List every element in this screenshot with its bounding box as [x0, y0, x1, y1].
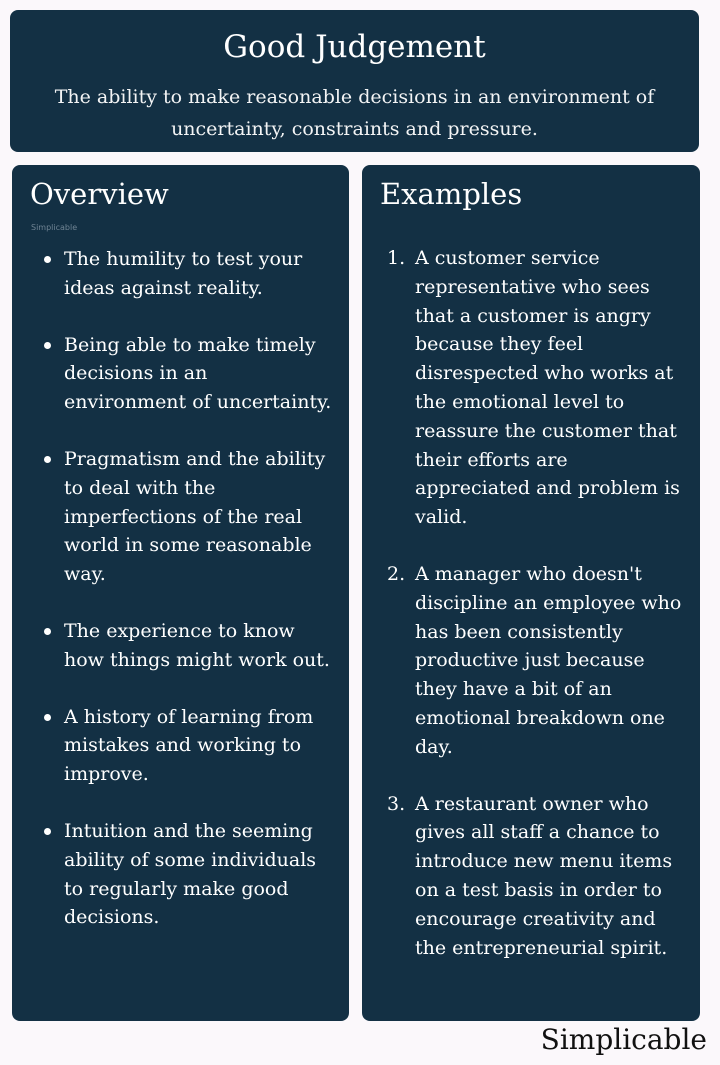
overview-list	[44, 245, 334, 960]
bullet-icon	[44, 256, 51, 263]
header-panel	[10, 10, 699, 152]
bullet-icon	[44, 628, 51, 635]
brand-logo: Simplicable	[540, 1023, 707, 1056]
example-item	[387, 244, 687, 532]
example-item-text: A customer service representative who sees that a customer is angry because they feel disrespected who works at the emotional level to reassure the customer that their efforts are appreciated and problem is valid.	[415, 247, 680, 529]
overview-item	[44, 703, 334, 789]
overview-item	[44, 445, 334, 589]
example-number: 2.	[387, 562, 406, 585]
examples-panel	[362, 165, 700, 1021]
overview-item-text: Being able to make timely decisions in an environment of uncertainty.	[64, 333, 332, 414]
bullet-icon	[44, 828, 51, 835]
example-item-text: A manager who doesn't discipline an employee who has been consistently productive just because they have a bit of an emotional breakdown one day.	[415, 562, 682, 758]
overview-item	[44, 331, 334, 417]
overview-item-text: A history of learning from mistakes and working to improve.	[64, 705, 314, 786]
page-subtitle: The ability to make reasonable decisions in an environment of uncertainty, constraints and pressure.	[54, 86, 655, 140]
example-number: 1.	[387, 247, 406, 269]
page-title: Good Judgement	[223, 29, 486, 65]
examples-list	[387, 244, 687, 990]
overview-item	[44, 617, 334, 675]
example-number: 3.	[387, 792, 406, 815]
panel-watermark: Simplicable	[31, 223, 78, 232]
example-item	[387, 560, 687, 762]
overview-item-text: Intuition and the seeming ability of some individuals to regularly make good decisions.	[64, 819, 317, 929]
overview-item-text: The humility to test your ideas against reality.	[64, 248, 303, 299]
bullet-icon	[44, 714, 51, 721]
bullet-icon	[44, 456, 51, 463]
overview-item	[44, 817, 334, 932]
bullet-icon	[44, 342, 51, 349]
overview-item-text: Pragmatism and the ability to deal with the imperfections of the real world in some reasonable way.	[64, 447, 326, 586]
overview-item	[44, 245, 334, 303]
overview-title: Overview	[30, 177, 169, 211]
overview-panel	[12, 165, 349, 1021]
examples-title: Examples	[380, 177, 523, 211]
example-item-text: A restaurant owner who gives all staff a chance to introduce new menu items on a test basis in order to encourage creativity and the entrepreneurial spirit.	[415, 792, 673, 959]
example-item	[387, 790, 687, 963]
overview-item-text: The experience to know how things might work out.	[64, 619, 330, 671]
